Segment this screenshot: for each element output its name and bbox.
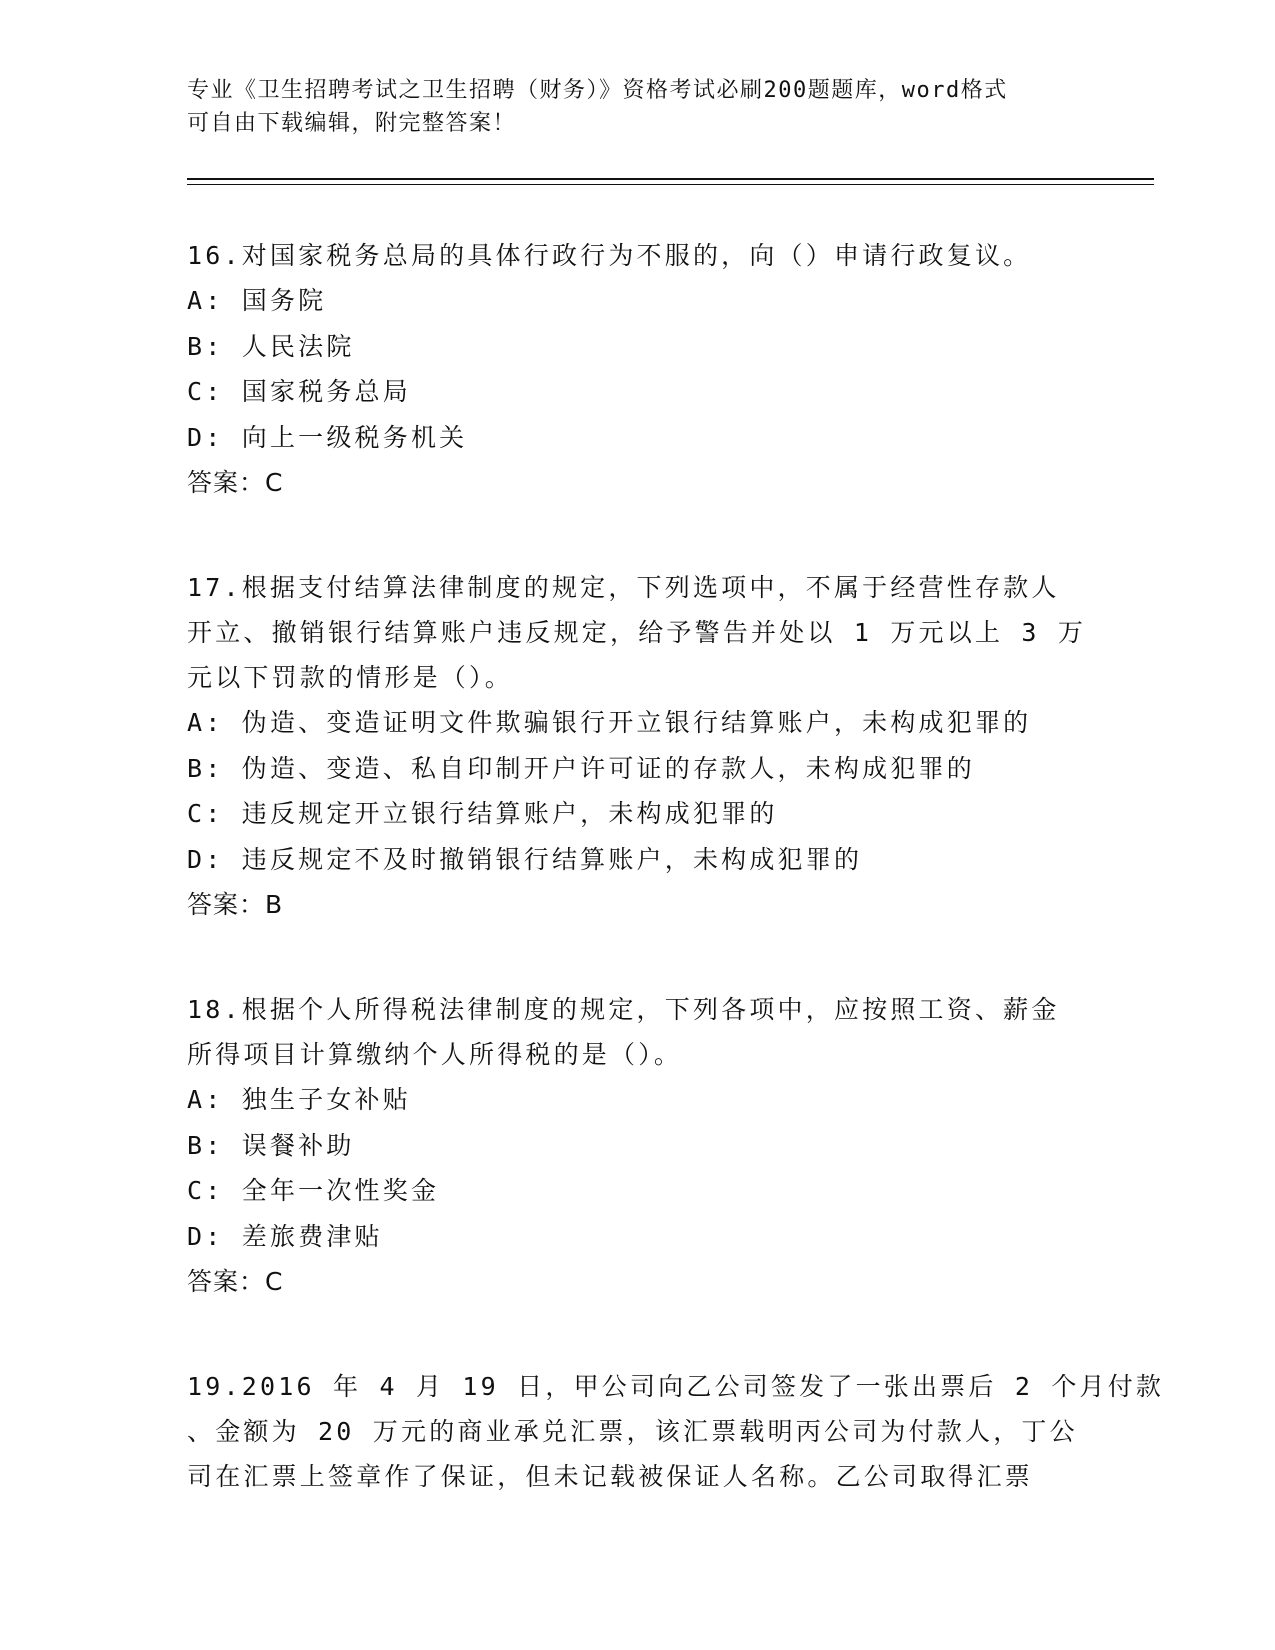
header-rule-thin xyxy=(187,184,1154,185)
question-text: 所得项目计算缴纳个人所得税的是（）。 xyxy=(187,1040,683,1069)
option-a: A: 伪造、变造证明文件欺骗银行开立银行结算账户，未构成犯罪的 xyxy=(187,708,1032,737)
question-18 xyxy=(187,987,1087,1304)
question-text: 司在汇票上签章作了保证，但未记载被保证人名称。乙公司取得汇票 xyxy=(187,1462,1034,1491)
question-text: 18.根据个人所得税法律制度的规定，下列各项中，应按照工资、薪金 xyxy=(187,995,1060,1024)
option-c: C: 违反规定开立银行结算账户，未构成犯罪的 xyxy=(187,799,778,828)
option-c: C: 全年一次性奖金 xyxy=(187,1176,440,1205)
option-d: D: 违反规定不及时撤销银行结算账户，未构成犯罪的 xyxy=(187,844,863,874)
document-header xyxy=(187,74,1067,140)
answer-line: 答案：B xyxy=(187,890,284,919)
question-17 xyxy=(187,565,1087,927)
option-b: B: 人民法院 xyxy=(187,331,355,361)
question-text: 元以下罚款的情形是（）。 xyxy=(187,663,513,692)
answer-line: 答案：C xyxy=(187,1267,284,1296)
question-16 xyxy=(187,233,1087,505)
header-line-2: 可自由下载编辑，附完整答案！ xyxy=(187,111,517,136)
question-text: 16.对国家税务总局的具体行政行为不服的，向（）申请行政复议。 xyxy=(187,241,1032,270)
option-b: B: 误餐补助 xyxy=(187,1130,355,1160)
header-rule-thick xyxy=(187,178,1154,180)
question-text: 、金额为 20 万元的商业承兑汇票，该汇票载明丙公司为付款人，丁公 xyxy=(187,1417,1078,1446)
question-text: 19.2016 年 4 月 19 日，甲公司向乙公司签发了一张出票后 2 个月付款 xyxy=(187,1372,1165,1401)
option-d: D: 差旅费津贴 xyxy=(187,1221,383,1251)
header-line-1: 专业《卫生招聘考试之卫生招聘（财务）》资格考试必刷200题题库，word格式 xyxy=(187,78,1008,103)
option-d: D: 向上一级税务机关 xyxy=(187,422,468,452)
option-b: B: 伪造、变造、私自印制开户许可证的存款人，未构成犯罪的 xyxy=(187,753,975,783)
option-a: A: 独生子女补贴 xyxy=(187,1085,411,1114)
question-list xyxy=(187,233,1165,1559)
option-a: A: 国务院 xyxy=(187,286,327,315)
question-19 xyxy=(187,1364,1165,1499)
question-text: 17.根据支付结算法律制度的规定，下列选项中，不属于经营性存款人 xyxy=(187,573,1060,602)
option-c: C: 国家税务总局 xyxy=(187,377,411,406)
answer-line: 答案：C xyxy=(187,468,284,497)
question-text: 开立、撤销银行结算账户违反规定，给予警告并处以 1 万元以上 3 万 xyxy=(187,618,1087,647)
